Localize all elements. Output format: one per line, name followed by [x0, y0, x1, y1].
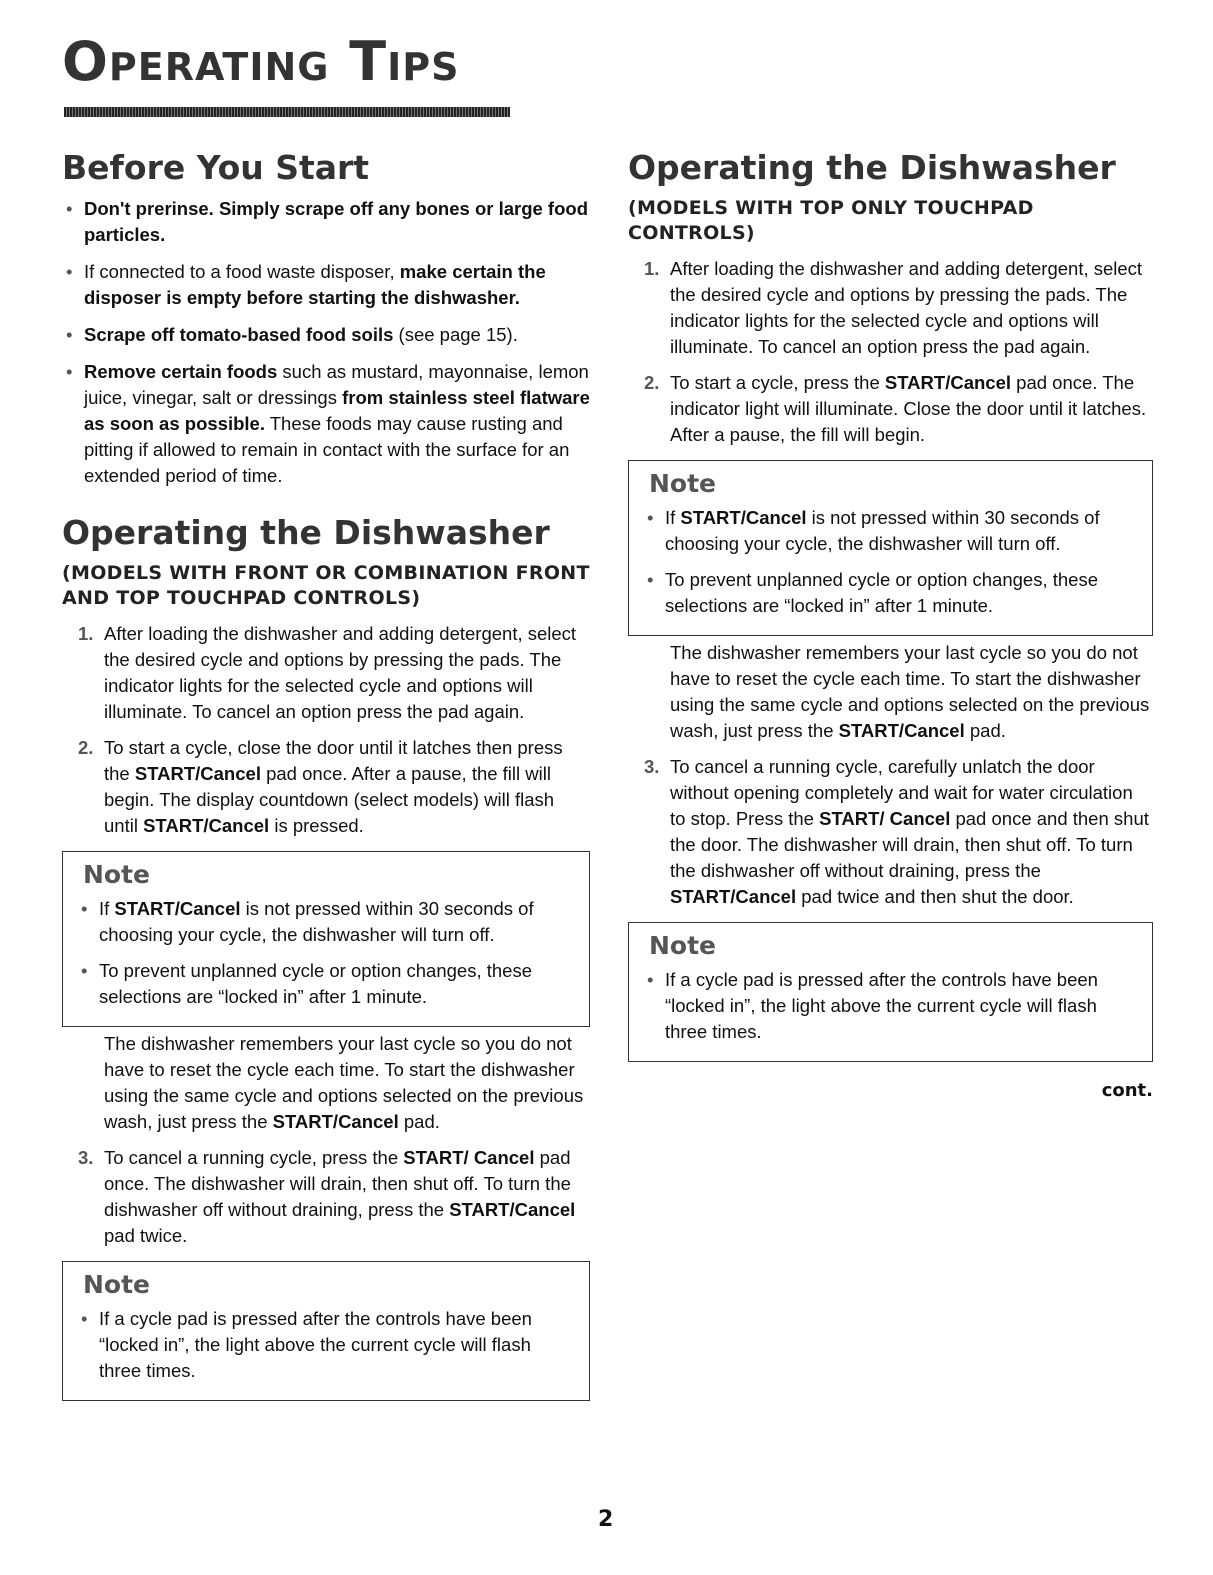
note-text: If [99, 898, 115, 919]
bullet-text: (see page 15). [393, 324, 518, 345]
step-2 [628, 370, 1153, 448]
remember-paragraph [62, 1031, 590, 1135]
page-title: Operating Tips [62, 30, 460, 93]
step-number: 2. [644, 372, 660, 393]
start-cancel-label: START/Cancel [670, 886, 797, 907]
steps-top-cont [628, 754, 1153, 910]
note-box [62, 851, 590, 1027]
note-box [628, 460, 1153, 636]
step-text: pad once. The indicator light will illuminate. Close the door until it latches. After a pause, the fill will begin. [670, 372, 1147, 445]
step-text: pad once and then shut the door. The dishwasher will drain, then shut off. To turn the dishwasher off without draining, press the [670, 808, 1149, 881]
note-item [643, 967, 1138, 1045]
note-text: is not pressed within 30 seconds of choosing your cycle, the dishwasher will turn off. [665, 507, 1100, 554]
step-number: 1. [78, 623, 94, 644]
bullet-bold: Don't prerinse. Simply scrape off any bones or large food particles. [84, 198, 588, 245]
bullet-bold: make certain the disposer is empty before starting the dishwasher. [84, 261, 546, 308]
step-text: To start a cycle, press the [670, 372, 885, 393]
operating-heading-top: Operating the Dishwasher [628, 148, 1116, 187]
note-text: To prevent unplanned cycle or option changes, these selections are “locked in” after 1 minute. [99, 960, 532, 1007]
note-item [77, 958, 575, 1010]
left-column [62, 148, 590, 1405]
step-number: 2. [78, 737, 94, 758]
step-text: pad twice. [104, 1225, 188, 1246]
operating-heading-front: Operating the Dishwasher [62, 513, 550, 552]
start-cancel-label: START/ Cancel [403, 1147, 535, 1168]
bullet-bold: Scrape off tomato-based food soils [84, 324, 394, 345]
list-item [62, 322, 590, 348]
before-you-start-heading: Before You Start [62, 148, 370, 187]
step-2 [62, 735, 590, 839]
step-number: 3. [78, 1147, 94, 1168]
list-item [62, 359, 590, 489]
step-text: After loading the dishwasher and adding detergent, select the desired cycle and options by pressing the pads. The indicator lights for the selected cycle and options will illuminate. To cancel an option press the pad again. [104, 623, 577, 722]
step-number: 3. [644, 756, 660, 777]
page-number: 2 [598, 1507, 614, 1532]
step-text: pad once. The dishwasher will drain, then shut off. To turn the dishwasher off without draining, press the [104, 1147, 571, 1220]
before-you-start-list [62, 196, 590, 489]
note-title: Note [83, 860, 151, 889]
step-text: To cancel a running cycle, press the [104, 1147, 404, 1168]
note-box [62, 1261, 590, 1401]
bullet-text: If connected to a food waste disposer, [84, 261, 400, 282]
note-item [77, 1306, 575, 1384]
start-cancel-label: START/Cancel [143, 815, 270, 836]
continued-label: cont. [1101, 1080, 1153, 1101]
step-text: To cancel a running cycle, carefully unlatch the door without opening completely and wait for water circulation to stop. Press the [670, 756, 1133, 829]
title-rule [64, 107, 510, 117]
bullet-text: These foods may cause rusting and pitting if allowed to remain in contact with the surface for an extended period of time. [84, 413, 570, 486]
operating-subheading-top: (MODELS WITH TOP ONLY TOUCHPAD CONTROLS) [628, 197, 1034, 244]
note-item [643, 505, 1138, 557]
note-text: If a cycle pad is pressed after the controls have been “locked in”, the light above the current cycle will flash three times. [99, 1308, 532, 1381]
note-item [77, 896, 575, 948]
note-item [643, 567, 1138, 619]
note-text: is not pressed within 30 seconds of choosing your cycle, the dishwasher will turn off. [99, 898, 534, 945]
start-cancel-label: START/Cancel [680, 507, 807, 528]
note-title: Note [649, 469, 717, 498]
para-text: The dishwasher remembers your last cycle so you do not have to reset the cycle each time. To start the dishwasher using the same cycle and options selected on the previous wash, just press the [104, 1033, 584, 1132]
step-text: is pressed. [269, 815, 364, 836]
step-1 [628, 256, 1153, 360]
start-cancel-label: START/ Cancel [819, 808, 951, 829]
steps-front [62, 621, 590, 839]
remember-paragraph [628, 640, 1153, 744]
start-cancel-label: START/Cancel [449, 1199, 576, 1220]
step-3 [628, 754, 1153, 910]
para-text: The dishwasher remembers your last cycle so you do not have to reset the cycle each time. To start the dishwasher using the same cycle and options selected on the previous wash, just press the [670, 642, 1150, 741]
start-cancel-label: START/Cancel [134, 763, 261, 784]
right-column [628, 148, 1153, 1106]
list-item [62, 196, 590, 248]
list-item [62, 259, 590, 311]
steps-top [628, 256, 1153, 448]
bullet-text: such as mustard, mayonnaise, lemon juice, vinegar, salt or dressings [84, 361, 589, 408]
bullet-bold: Remove certain foods [84, 361, 278, 382]
note-text: If [665, 507, 681, 528]
step-text: pad twice and then shut the door. [796, 886, 1074, 907]
note-text: If a cycle pad is pressed after the controls have been “locked in”, the light above the current cycle will flash three times. [665, 969, 1098, 1042]
step-text: To start a cycle, close the door until it latches then press the [104, 737, 563, 784]
steps-front-cont [62, 1145, 590, 1249]
start-cancel-label: START/Cancel [884, 372, 1012, 393]
step-3 [62, 1145, 590, 1249]
step-text: After loading the dishwasher and adding detergent, select the desired cycle and options by pressing the pads. The indicator lights for the selected cycle and options will illuminate. To cancel an option press the pad again. [670, 258, 1143, 357]
start-cancel-label: START/Cancel [272, 1111, 399, 1132]
step-number: 1. [644, 258, 660, 279]
start-cancel-label: START/Cancel [838, 720, 965, 741]
para-text: pad. [398, 1111, 440, 1132]
note-title: Note [649, 931, 717, 960]
operating-subheading-front: (MODELS WITH FRONT OR COMBINATION FRONT AND TOP TOUCHPAD CONTROLS) [62, 562, 590, 609]
note-text: To prevent unplanned cycle or option changes, these selections are “locked in” after 1 minute. [665, 569, 1098, 616]
para-text: pad. [964, 720, 1006, 741]
note-title: Note [83, 1270, 151, 1299]
note-box [628, 922, 1153, 1062]
start-cancel-label: START/Cancel [114, 898, 241, 919]
step-text: pad once. After a pause, the fill will begin. The display countdown (select models) will flash until [104, 763, 555, 836]
bullet-bold: from stainless steel flatware as soon as possible. [84, 387, 590, 434]
step-1 [62, 621, 590, 725]
